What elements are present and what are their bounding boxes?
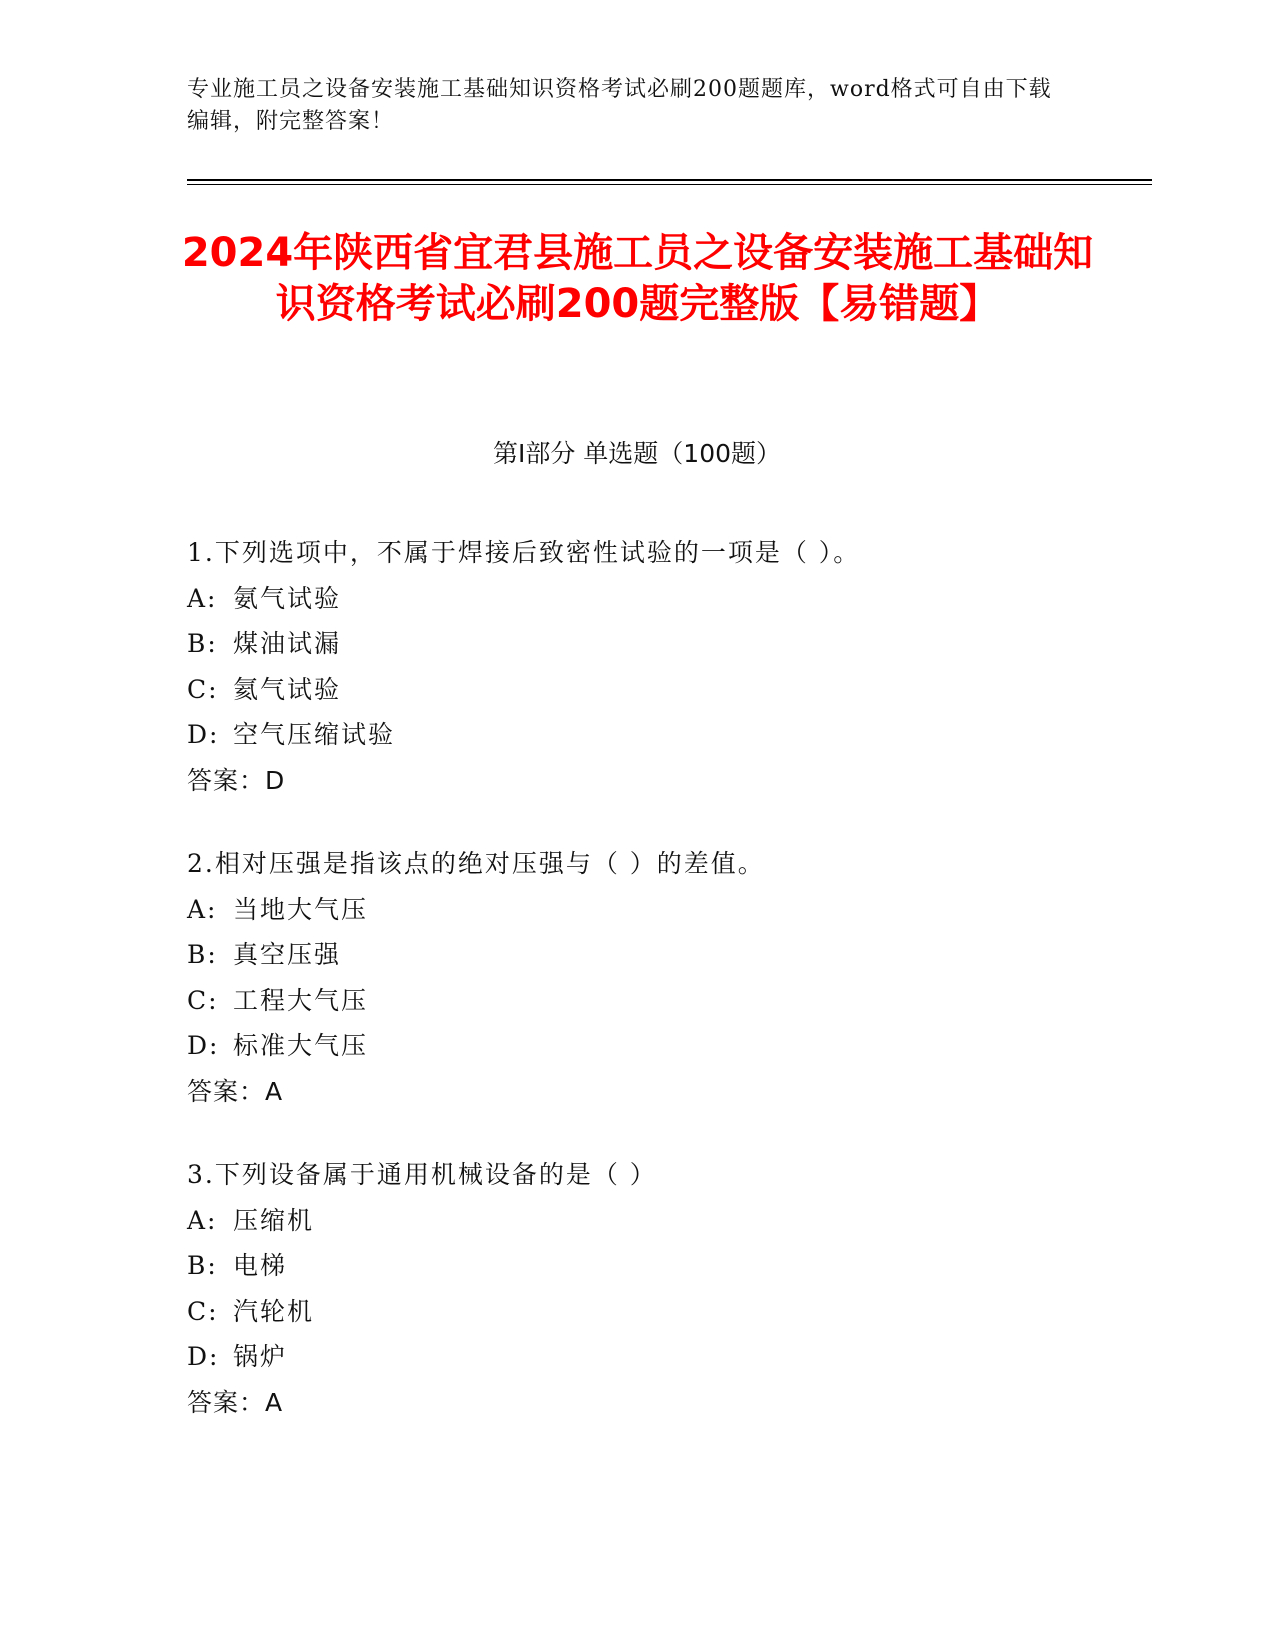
question-list	[187, 530, 1127, 1463]
option-text: 氨气试验	[233, 583, 342, 613]
question-2	[187, 841, 1127, 1114]
question-3	[187, 1152, 1127, 1425]
option-text: 汽轮机	[233, 1296, 315, 1326]
option-c	[187, 667, 1127, 713]
option-text: 煤油试漏	[233, 629, 342, 658]
document-title: 2024年陕西省宜君县施工员之设备安装施工基础知识资格考试必刷200题完整版【易错题】	[181, 230, 1094, 327]
option-d	[187, 1023, 1127, 1069]
option-text: 空气压缩试验	[233, 720, 396, 749]
answer-line: 答案：A	[187, 1076, 284, 1106]
option-text: 电梯	[233, 1251, 288, 1280]
option-b	[187, 932, 1127, 978]
option-a	[187, 576, 1127, 622]
header-note: 专业施工员之设备安装施工基础知识资格考试必刷200题题库，word格式可自由下载编辑，附完整答案！	[187, 77, 1052, 134]
option-text: 氦气试验	[233, 674, 342, 704]
question-stem: 2.相对压强是指该点的绝对压强与（ ）的差值。	[187, 849, 765, 878]
question-1	[187, 530, 1127, 803]
option-key: C:	[187, 674, 219, 704]
option-c	[187, 978, 1127, 1024]
answer-line: 答案：A	[187, 1387, 284, 1417]
header-divider-thin	[187, 184, 1152, 185]
option-c	[187, 1289, 1127, 1335]
option-text: 标准大气压	[233, 1031, 369, 1060]
option-a	[187, 1198, 1127, 1244]
option-d	[187, 1334, 1127, 1380]
question-stem: 1.下列选项中，不属于焊接后致密性试验的一项是（ ）。	[187, 538, 861, 567]
option-key: B:	[187, 1251, 218, 1280]
option-key: B:	[187, 629, 218, 658]
option-d	[187, 712, 1127, 758]
option-b	[187, 1243, 1127, 1289]
option-key: D:	[187, 1342, 220, 1371]
header-divider-thick	[187, 179, 1152, 181]
answer-line: 答案：D	[187, 765, 286, 795]
option-text: 真空压强	[233, 940, 342, 969]
option-text: 工程大气压	[233, 985, 369, 1015]
option-b	[187, 621, 1127, 667]
option-key: B:	[187, 940, 218, 969]
option-key: A:	[187, 1205, 218, 1235]
option-key: D:	[187, 720, 220, 749]
option-text: 锅炉	[233, 1342, 288, 1371]
option-text: 压缩机	[233, 1205, 315, 1235]
option-key: C:	[187, 1296, 219, 1326]
option-key: C:	[187, 985, 219, 1015]
option-key: D:	[187, 1031, 220, 1060]
section-heading: 第I部分 单选题（100题）	[492, 439, 782, 468]
option-text: 当地大气压	[233, 894, 369, 924]
option-a	[187, 887, 1127, 933]
option-key: A:	[187, 583, 218, 613]
option-key: A:	[187, 894, 218, 924]
question-stem: 3.下列设备属于通用机械设备的是（ ）	[187, 1160, 657, 1189]
